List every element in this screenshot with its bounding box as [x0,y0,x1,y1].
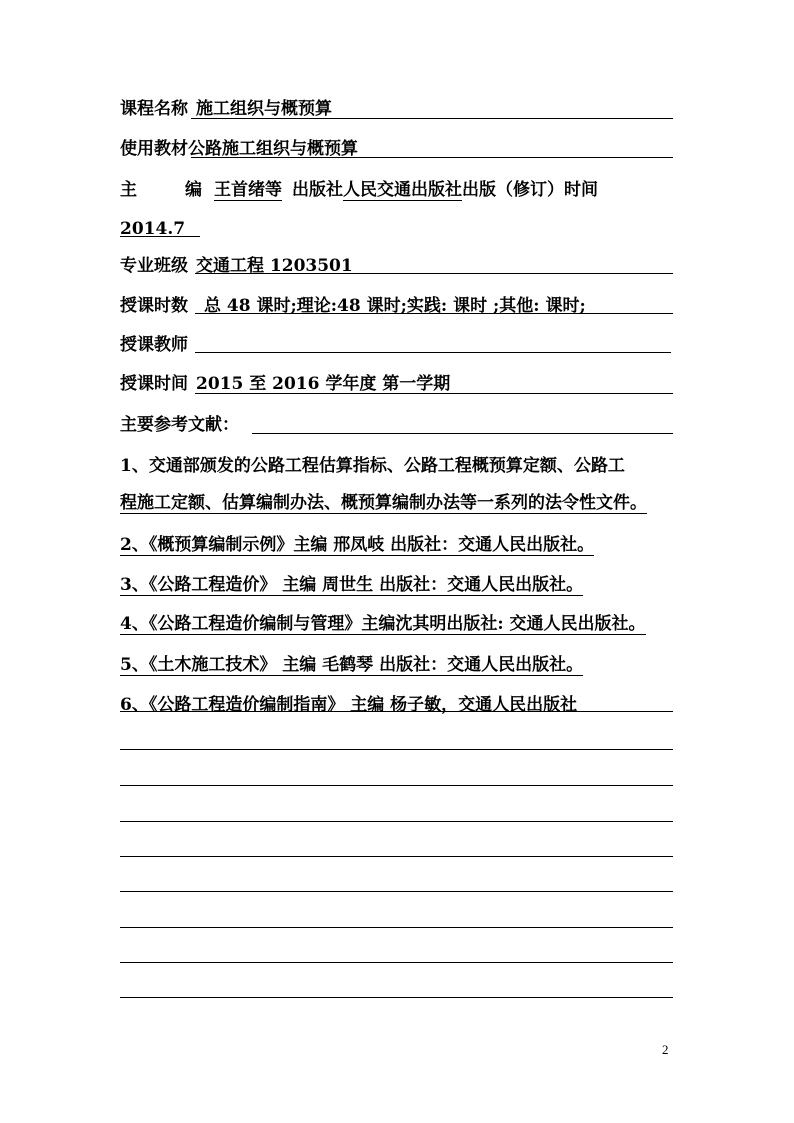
reference-2-text: 2、《概预算编制示例》主编 邢凤岐 出版社：交通人民出版社。 [120,535,595,555]
reference-6 [120,693,673,719]
blank-line [120,821,673,822]
reference-1-text-a: 1、交通部颁发的公路工程估算指标、公路工程概预算定额、公路工 [120,456,625,476]
hours-row [120,294,673,320]
reference-6-text: 6、《公路工程造价编制指南》 主编 杨子敏，交通人民出版社 [120,695,578,715]
blank-line [120,856,673,857]
refs-underline [252,433,673,434]
blank-line [120,927,673,928]
reference-1-line-1 [120,454,673,480]
time-value: 2015 至 2016 学年度 第一学期 [196,374,451,394]
reference-5 [120,653,673,679]
course-name-underline [191,118,673,119]
teacher-underline [195,352,671,353]
teacher-label: 授课教师 [120,335,188,355]
refs-row [120,413,673,439]
pubdate-underline [120,236,200,237]
pubdate-label: 出版（修订）时间 [462,180,598,200]
blank-line [120,962,673,963]
editor-row [120,178,673,204]
course-name-row [120,97,673,123]
textbook-row [120,137,673,163]
reference-4-text: 4、《公路工程造价编制与管理》主编沈其明出版社: 交通人民出版社。 [120,614,646,634]
blank-line [120,891,673,892]
reference-3-text: 3、《公路工程造价》 主编 周世生 出版社：交通人民出版社。 [120,575,584,595]
publisher-value: 人民交通出版社 [343,180,462,200]
reference-3 [120,573,673,599]
editor-label-2: 编 [185,180,202,200]
major-row [120,254,673,280]
reference-1-line-2 [120,491,673,517]
time-underline [195,393,673,394]
time-row [120,372,673,398]
reference-4 [120,612,673,638]
textbook-underline [191,157,673,158]
reference-2 [120,533,673,559]
hours-underline [195,313,673,314]
reference-6-underline [120,711,673,712]
blank-line [120,997,673,998]
teacher-row [120,333,673,359]
time-label: 授课时间 [120,374,188,394]
pubdate-row [120,217,673,243]
publisher-label: 出版社 [292,180,343,200]
major-underline [195,273,673,274]
refs-label: 主要参考文献： [120,415,239,435]
pubdate-value: 2014.7 [120,219,186,239]
blank-line [120,749,673,750]
major-value: 交通工程 1203501 [196,256,353,276]
course-name-label: 课程名称 [120,99,188,119]
blank-line [120,785,673,786]
page-number: 2 [662,1042,669,1057]
hours-label: 授课时数 [120,296,188,316]
course-name-value: 施工组织与概预算 [196,99,332,119]
editor-label-1: 主 [120,180,137,200]
textbook-label: 使用教材 [120,139,188,159]
hours-value: 总 48 课时;理论:48 课时;实践: 课时 ;其他: 课时; [204,296,586,316]
reference-5-text: 5、《土木施工技术》 主编 毛鹤琴 出版社：交通人民出版社。 [120,655,584,675]
major-label: 专业班级 [120,256,188,276]
textbook-value: 公路施工组织与概预算 [188,139,358,159]
reference-1-text-b: 程施工定额、估算编制办法、概预算编制办法等一系列的法令性文件。 [120,493,647,513]
editor-value: 王首绪等 [214,180,282,200]
